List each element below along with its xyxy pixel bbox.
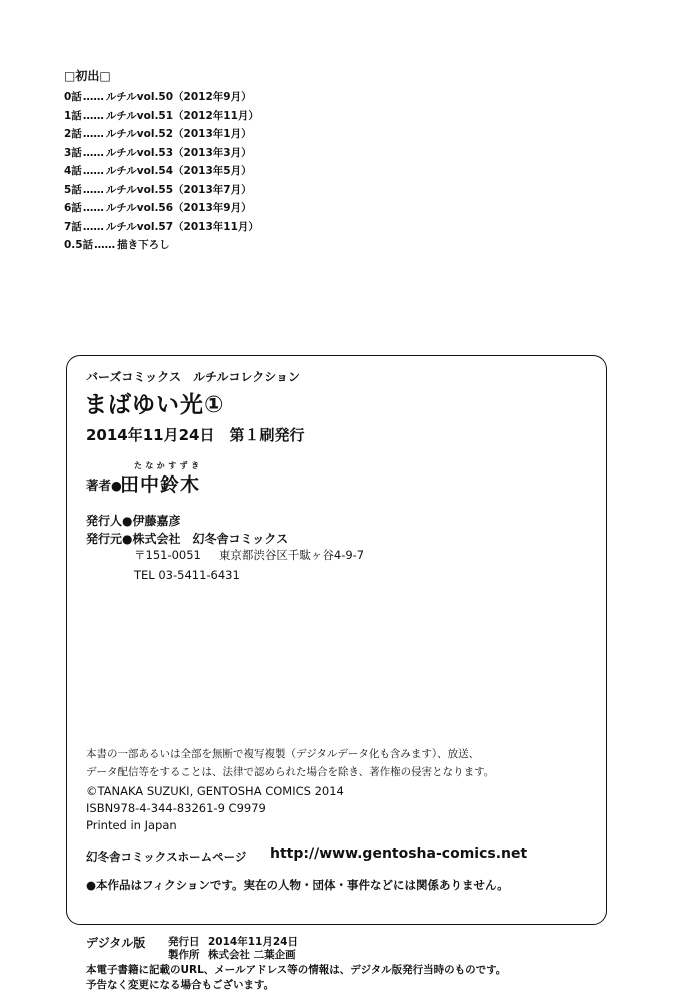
leader-dots: …… — [82, 109, 104, 122]
leader-dots: …… — [82, 165, 104, 177]
chapter-label: 0.5話 — [64, 239, 94, 251]
author-name: 田中鈴木 — [120, 474, 201, 496]
first-appearance-title: □初出□ — [64, 69, 111, 83]
book-title: まばゆい光① — [84, 392, 225, 418]
first-appearance-list — [64, 88, 259, 255]
list-item — [64, 144, 259, 163]
digital-note-line2: 予告なく変更になる場合もございます。 — [86, 979, 275, 991]
leader-dots: …… — [82, 91, 104, 103]
source-label: ルチルvol.56（2013年9月） — [105, 202, 252, 214]
list-item — [64, 125, 259, 144]
homepage-label: 幻冬舎コミックスホームページ — [86, 850, 247, 864]
release-value: 2014年11月24日 — [208, 936, 298, 948]
source-label: ルチルvol.52（2013年1月） — [105, 128, 252, 140]
release-key: 発行日 — [168, 936, 200, 948]
leader-dots: …… — [82, 128, 104, 140]
legal-notice-line2: データ配信等をすることは、法律で認められた場合を除き、著作権の侵害となります。 — [86, 766, 495, 778]
series-name: バーズコミックス ルチルコレクション — [86, 370, 300, 384]
digital-edition-label: デジタル版 — [86, 936, 146, 950]
legal-notice-line1: 本書の一部あるいは全部を無断で複写複製（デジタルデータ化も含みます）、放送、 — [86, 748, 480, 760]
leader-dots: …… — [82, 183, 104, 196]
chapter-label: 2話 — [64, 128, 82, 140]
telephone: TEL 03-5411-6431 — [134, 568, 240, 582]
publisher-company: 発行元●株式会社 幻冬舎コミックス — [86, 532, 289, 546]
source-label: ルチルvol.54（2013年5月） — [105, 165, 252, 177]
maker-key: 製作所 — [168, 949, 200, 961]
publication-date: 2014年11月24日 第１刷発行 — [86, 426, 305, 444]
list-item — [64, 88, 259, 107]
leader-dots: …… — [82, 202, 104, 214]
list-item — [64, 107, 259, 126]
source-label: ルチルvol.55（2013年7月） — [105, 183, 252, 196]
homepage-link[interactable]: http://www.gentosha-comics.net — [270, 846, 528, 862]
chapter-label: 0話 — [64, 91, 82, 103]
list-item — [64, 236, 259, 255]
leader-dots: …… — [94, 239, 116, 251]
digital-note-line1: 本電子書籍に記載のURL、メールアドレス等の情報は、デジタル版発行当時のものです。 — [86, 964, 507, 976]
source-label: ルチルvol.51（2012年11月） — [105, 109, 259, 122]
source-label: ルチルvol.57（2013年11月） — [105, 220, 259, 233]
source-label: ルチルvol.53（2013年3月） — [105, 146, 252, 159]
author-ruby: たなかすずき — [134, 461, 203, 470]
street-address: 東京都渋谷区千駄ヶ谷4-9-7 — [218, 548, 365, 562]
chapter-label: 1話 — [64, 109, 82, 122]
chapter-label: 5話 — [64, 183, 82, 196]
copyright: ©TANAKA SUZUKI, GENTOSHA COMICS 2014 — [86, 784, 344, 798]
isbn: ISBN978-4-344-83261-9 C9979 — [86, 801, 266, 815]
chapter-label: 7話 — [64, 220, 82, 233]
source-label: 描き下ろし — [117, 239, 170, 251]
list-item — [64, 162, 259, 181]
publisher-person: 発行人●伊藤嘉彦 — [86, 514, 181, 528]
chapter-label: 4話 — [64, 165, 82, 177]
postal-code: 〒151-0051 — [134, 548, 201, 562]
address — [134, 547, 364, 563]
chapter-label: 3話 — [64, 146, 82, 159]
fiction-notice: ●本作品はフィクションです。実在の人物・団体・事件などには関係ありません。 — [86, 878, 509, 892]
list-item — [64, 181, 259, 200]
chapter-label: 6話 — [64, 202, 82, 214]
printed-in: Printed in Japan — [86, 818, 177, 832]
leader-dots: …… — [82, 220, 104, 233]
list-item — [64, 199, 259, 218]
digital-maker-row — [168, 947, 296, 962]
list-item — [64, 218, 259, 237]
leader-dots: …… — [82, 146, 104, 159]
maker-value: 株式会社 二葉企画 — [208, 949, 296, 961]
source-label: ルチルvol.50（2012年9月） — [105, 91, 252, 103]
author-label: 著者● — [86, 478, 122, 493]
